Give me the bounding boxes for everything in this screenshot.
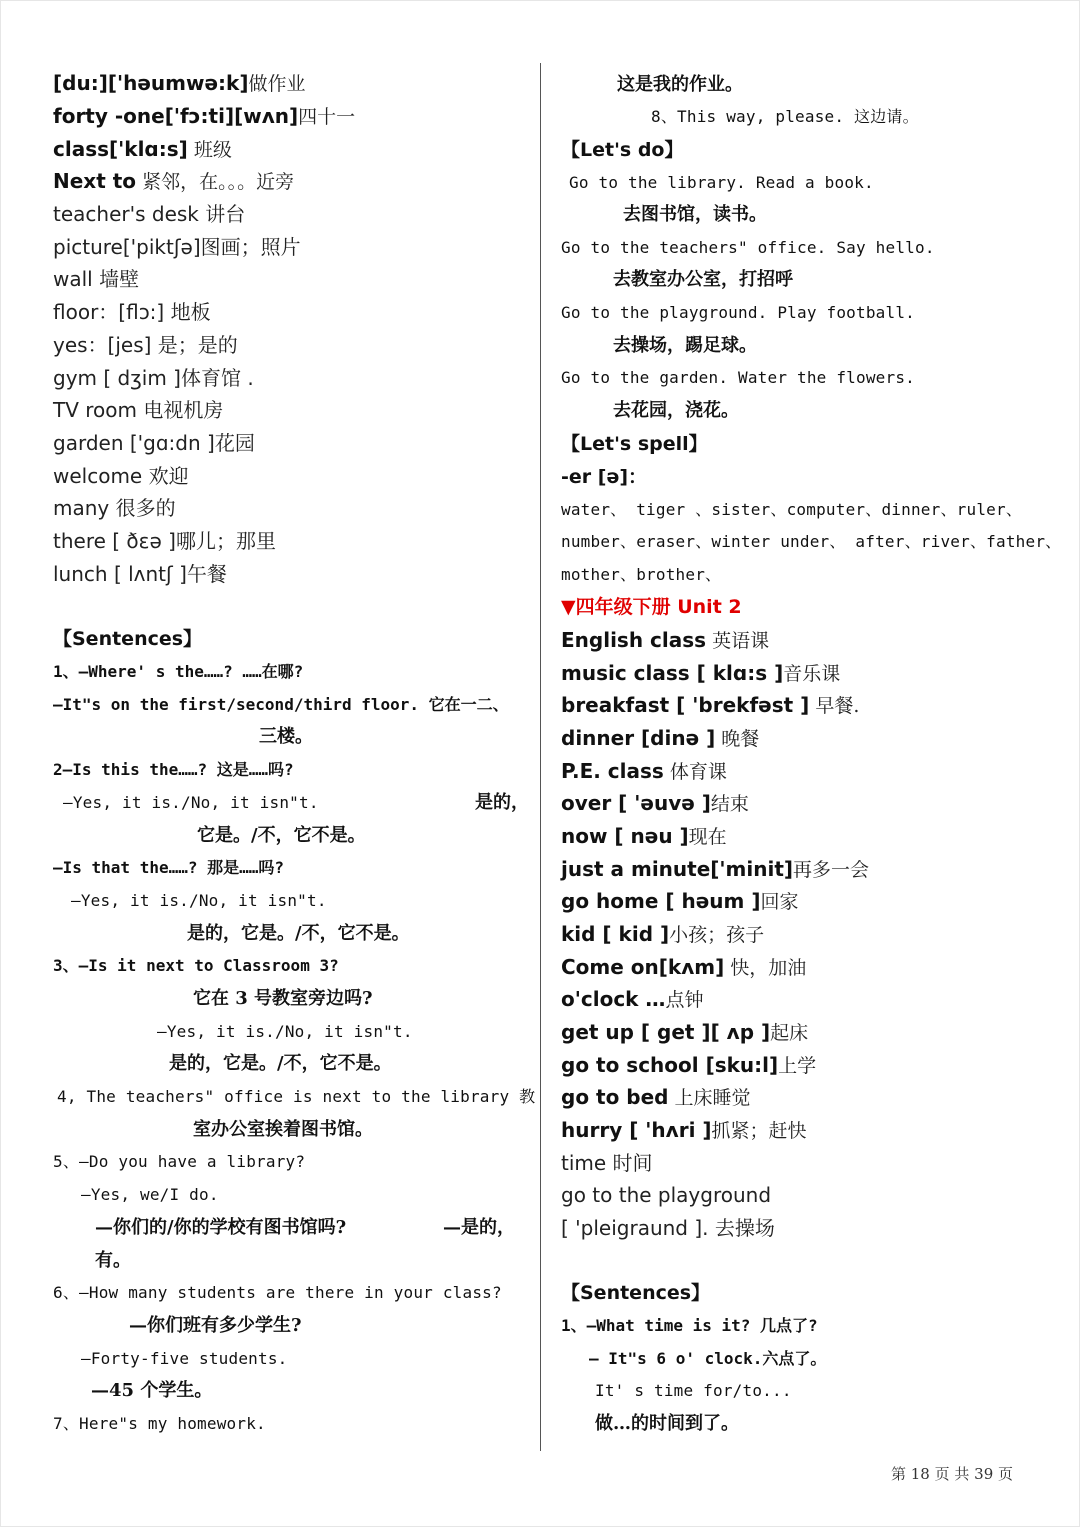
- vocab-zh: 回家: [760, 891, 799, 913]
- vocab-en: [du:]['həumwə:k]: [53, 71, 249, 95]
- spell-words-line: number、eraser、winter under、 after、river、father、: [561, 532, 1062, 551]
- vocab-zh: 再多一会: [793, 859, 870, 881]
- sentence-line: —Forty-five students.: [81, 1349, 288, 1368]
- sentence-line: 做…的时间到了。: [595, 1413, 739, 1434]
- vocab-item: time 时间: [561, 1151, 653, 1175]
- vocab-item: [561, 952, 806, 984]
- vocab-zh: 快，加油: [724, 957, 807, 979]
- vocab-zh: 班级: [187, 139, 232, 161]
- vocab-en: go home [ həum ]: [561, 889, 761, 913]
- lets-do-line: Go to the teachers" office. Say hello.: [561, 238, 935, 257]
- vocab-item: yes：[jes] 是；是的: [53, 333, 238, 357]
- lets-do-line: 去图书馆，读书。: [623, 204, 767, 225]
- vocab-en: class['klɑ:s]: [53, 137, 188, 161]
- vocab-item: [561, 1050, 816, 1082]
- vocab-item: wall 墙壁: [53, 267, 140, 291]
- vocab-zh: 点钟: [665, 989, 704, 1011]
- sentence-line: —是的，: [443, 1217, 515, 1238]
- page-number: 第 18 页 共 39 页: [891, 1465, 1014, 1483]
- sentence-line: —Yes, it is./No, it isn"t.: [157, 1022, 413, 1041]
- vocab-item: [53, 101, 355, 133]
- vocab-en: Next to: [53, 169, 137, 193]
- lets-do-line: Go to the garden. Water the flowers.: [561, 368, 915, 387]
- section-heading: 【Sentences】: [561, 1282, 711, 1304]
- lets-do-line: 去教室办公室，打招呼: [613, 269, 793, 290]
- vocab-zh: 起床: [770, 1022, 809, 1044]
- sentence-line: 7、Here"s my homework.: [53, 1414, 266, 1433]
- vocab-zh: 上学: [778, 1055, 817, 1077]
- spell-words-line: water、 tiger 、sister、computer、dinner、ruler、: [561, 500, 1023, 519]
- vocab-en: go to bed: [561, 1085, 669, 1109]
- unit-title: ▼四年级下册 Unit 2: [561, 596, 742, 618]
- vocab-item: [561, 854, 869, 886]
- sentence-line: 三楼。: [259, 726, 313, 747]
- vocab-en: English class: [561, 628, 707, 652]
- vocab-en: Come on[kʌm]: [561, 955, 725, 979]
- vocab-item: floor：[flɔ:] 地板: [53, 300, 211, 324]
- vocab-item: [561, 690, 859, 722]
- vocab-item: teacher's desk 讲台: [53, 202, 246, 226]
- sentence-line: —Yes, we/I do.: [81, 1185, 219, 1204]
- sentence-line: 1、—What time is it? 几点了?: [561, 1316, 818, 1335]
- sentence-line: 8、This way, please. 这边请。: [651, 107, 919, 126]
- vocab-item: [53, 68, 305, 100]
- vocab-item: [561, 919, 764, 951]
- sentence-line: —Is that the……? 那是……吗?: [53, 858, 285, 877]
- vocab-item: gym [ dʒim ]体育馆 .: [53, 366, 254, 390]
- sentence-line: 是的，它是。/不，它不是。: [169, 1053, 392, 1074]
- sentence-line: 它在 3 号教室旁边吗?: [193, 988, 373, 1009]
- sentence-line: 这是我的作业。: [617, 74, 743, 95]
- vocab-en: go to school [sku:l]: [561, 1053, 779, 1077]
- sentence-line: It' s time for/to...: [595, 1381, 792, 1400]
- vocab-item: welcome 欢迎: [53, 464, 189, 488]
- vocab-zh: 英语课: [706, 630, 770, 652]
- vocab-zh: 紧邻，在。。。近旁: [136, 171, 295, 193]
- vocab-en: breakfast [ 'brekfəst ]: [561, 693, 810, 717]
- spell-words-line: mother、brother、: [561, 565, 722, 584]
- vocab-zh: 音乐课: [783, 663, 841, 685]
- vocab-en: now [ nəu ]: [561, 824, 689, 848]
- sentence-line: — It"s 6 o' clock.六点了。: [589, 1349, 827, 1368]
- lets-do-line: 去花园，浇花。: [613, 400, 739, 421]
- sentence-line: 1、—Where' s the……? ……在哪?: [53, 662, 304, 681]
- sentence-line: 室办公室挨着图书馆。: [193, 1119, 373, 1140]
- section-heading: 【Sentences】: [53, 628, 203, 650]
- column-divider: [540, 63, 541, 1451]
- sentence-line: 6、—How many students are there in your class?: [53, 1283, 502, 1302]
- vocab-item: garden ['gɑ:dn ]花园: [53, 431, 255, 455]
- vocab-en: forty -one['fɔ:ti][wʌn]: [53, 104, 299, 128]
- vocab-item: [561, 821, 727, 853]
- sentence-line: 5、—Do you have a library?: [53, 1152, 306, 1171]
- vocab-item: go to the playground: [561, 1183, 772, 1207]
- sentence-line: —Yes, it is./No, it isn"t.: [71, 891, 327, 910]
- vocab-zh: 小孩；孩子: [669, 924, 765, 946]
- vocab-item: [ 'pleigraund ]. 去操场: [561, 1216, 775, 1240]
- lets-do-line: 去操场，踢足球。: [613, 335, 757, 356]
- sentence-line: —It"s on the first/second/third floor. 它在一二、: [53, 695, 509, 714]
- vocab-zh: 早餐.: [809, 695, 860, 717]
- vocab-en: get up [ get ][ ʌp ]: [561, 1020, 771, 1044]
- vocab-item: [561, 1115, 807, 1147]
- vocab-item: [561, 658, 840, 690]
- vocab-item: there [ ðεə ]哪儿；那里: [53, 529, 276, 553]
- vocab-item: [561, 886, 798, 918]
- sentence-line: 3、—Is it next to Classroom 3?: [53, 956, 339, 975]
- lets-do-line: Go to the playground. Play football.: [561, 303, 915, 322]
- vocab-item: [561, 723, 759, 755]
- sentence-line: 4, The teachers" office is next to the library 教: [57, 1087, 536, 1106]
- vocab-zh: 晚餐: [715, 728, 760, 750]
- section-heading: 【Let's spell】: [561, 433, 708, 455]
- vocab-item: TV room 电视机房: [53, 398, 224, 422]
- sentence-line: —你们班有多少学生?: [129, 1315, 302, 1336]
- vocab-item: many 很多的: [53, 496, 176, 520]
- phonics-label: -er [ə]：: [561, 466, 648, 488]
- vocab-en: kid [ kid ]: [561, 922, 670, 946]
- vocab-item: [561, 1017, 808, 1049]
- vocab-item: [561, 984, 703, 1016]
- vocab-zh: 做作业: [248, 73, 306, 95]
- sentence-line: —45 个学生。: [91, 1380, 213, 1401]
- vocab-item: [561, 788, 749, 820]
- vocab-item: [561, 756, 727, 788]
- vocab-en: over [ 'əuvə ]: [561, 791, 711, 815]
- vocab-en: P.E. class: [561, 759, 664, 783]
- vocab-zh: 抓紧；赶快: [711, 1120, 807, 1142]
- sentence-line: 有。: [95, 1250, 131, 1271]
- vocab-item: [53, 166, 294, 198]
- sentence-line: —Yes, it is./No, it isn"t.: [63, 793, 319, 812]
- sentence-line: —你们的/你的学校有图书馆吗?: [95, 1217, 347, 1238]
- sentence-line: 2—Is this the……? 这是……吗?: [53, 760, 294, 779]
- section-heading: 【Let's do】: [561, 139, 684, 161]
- vocab-item: [561, 1082, 751, 1114]
- sentence-line: 是的，: [475, 792, 529, 813]
- vocab-en: hurry [ 'hʌri ]: [561, 1118, 712, 1142]
- vocab-zh: 四十一: [298, 106, 356, 128]
- vocab-item: [53, 134, 232, 166]
- vocab-en: dinner [dinə ]: [561, 726, 716, 750]
- vocab-zh: 上床睡觉: [668, 1087, 751, 1109]
- vocab-en: o'clock …: [561, 987, 666, 1011]
- vocab-zh: 体育课: [663, 761, 727, 783]
- vocab-item: [561, 625, 769, 657]
- vocab-zh: 结束: [710, 793, 749, 815]
- lets-do-line: Go to the library. Read a book.: [569, 173, 874, 192]
- vocab-en: just a minute['minit]: [561, 857, 794, 881]
- sentence-line: 它是。/不，它不是。: [197, 825, 366, 846]
- sentence-line: 是的，它是。/不，它不是。: [187, 923, 410, 944]
- vocab-en: music class [ klɑ:s ]: [561, 661, 784, 685]
- vocab-item: lunch [ lʌntʃ ]午餐: [53, 562, 227, 586]
- vocab-zh: 现在: [688, 826, 727, 848]
- vocab-item: picture['piktʃə]图画；照片: [53, 235, 301, 259]
